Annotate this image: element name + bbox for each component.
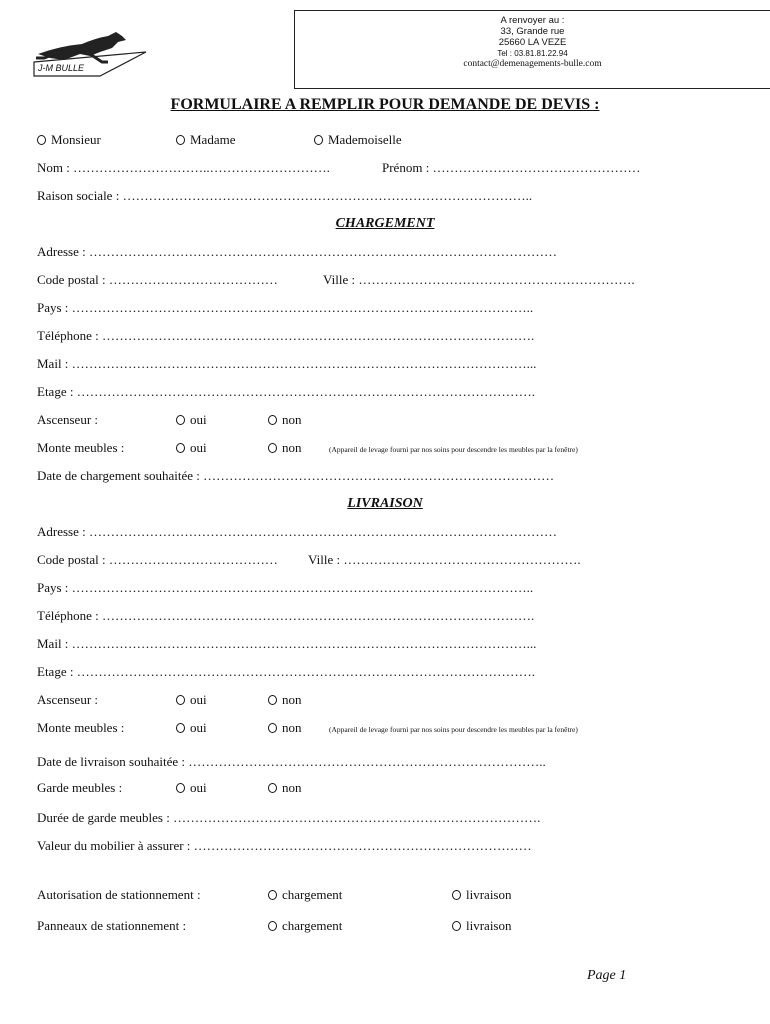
label: chargement [282,918,343,933]
livraison-monte-meubles-label: Monte meubles : [37,720,125,735]
chargement-code-postal-field[interactable]: Code postal : ………………………………… [37,272,278,287]
panneaux-stationnement-label: Panneaux de stationnement : [37,918,187,933]
address-line: 33, Grande rue [500,26,565,37]
address-line: A renvoyer au : [500,15,565,26]
radio-circle-icon [268,890,277,900]
section-chargement: CHARGEMENT [335,216,435,231]
livraison-ascenseur-label: Ascenseur : [37,692,99,707]
livraison-monte-non[interactable] [268,720,302,736]
radio-madame[interactable] [176,132,235,148]
label: oui [190,780,207,795]
address-line: 25660 LA VEZE [498,37,567,48]
garde-meubles-label: Garde meubles : [37,780,123,795]
livraison-ascenseur-oui[interactable] [176,692,207,708]
logo-text: J-M BULLE [38,63,85,73]
livraison-pays-field[interactable]: Pays : …………………………………………………………………………………………….. [37,580,534,595]
label: non [282,780,302,795]
chargement-ascenseur-oui[interactable] [176,412,207,428]
radio-circle-icon [268,783,277,793]
label: chargement [282,887,343,902]
panneaux-livraison[interactable] [452,918,512,934]
label: non [282,720,302,735]
livraison-monte-oui[interactable] [176,720,207,736]
radio-monsieur[interactable] [37,132,101,148]
label: Madame [190,132,236,147]
livraison-ascenseur-non[interactable] [268,692,302,708]
label: oui [190,412,207,427]
radio-circle-icon [268,695,277,705]
livraison-ville-field[interactable]: Ville : ………………………………………………. [308,552,581,567]
radio-circle-icon [176,135,185,145]
radio-circle-icon [268,415,277,425]
livraison-etage-field[interactable]: Etage : ……………………………………………………………………………………………. [37,664,535,679]
label: non [282,692,302,707]
valeur-mobilier-field[interactable]: Valeur du mobilier à assurer : …………………………………………………………………… [37,838,532,853]
autorisation-stationnement-label: Autorisation de stationnement : [37,887,201,902]
label: oui [190,440,207,455]
chargement-etage-field[interactable]: Etage : ……………………………………………………………………………………………. [37,384,535,399]
address-email: contact@demenagements-bulle.com [463,59,602,69]
label: oui [190,692,207,707]
duree-garde-field[interactable]: Durée de garde meubles : …………………………………………………………………………. [37,810,541,825]
form-title: FORMULAIRE A REMPLIR POUR DEMANDE DE DEVIS : [170,96,600,113]
chargement-ascenseur-label: Ascenseur : [37,412,99,427]
chargement-monte-oui[interactable] [176,440,207,456]
company-logo [30,28,150,78]
livraison-adresse-field[interactable]: Adresse : ……………………………………………………………………………………………… [37,524,557,539]
page-number: Page 1 [587,968,627,983]
autorisation-livraison[interactable] [452,887,512,903]
chargement-adresse-field[interactable]: Adresse : ……………………………………………………………………………………………… [37,244,557,259]
autorisation-chargement[interactable] [268,887,342,903]
radio-circle-icon [452,921,461,931]
label: non [282,440,302,455]
garde-meubles-oui[interactable] [176,780,207,796]
label: livraison [466,887,512,902]
livraison-mail-field[interactable]: Mail : ……………………………………………………………………………………………... [37,636,537,651]
radio-circle-icon [37,135,46,145]
chargement-telephone-field[interactable]: Téléphone : ………………………………………………………………………………………. [37,328,535,343]
label: non [282,412,302,427]
radio-circle-icon [268,723,277,733]
radio-mademoiselle[interactable] [314,132,402,148]
livraison-date-field[interactable]: Date de livraison souhaitée : ……………………………………………………………………….. [37,754,546,769]
label: oui [190,720,207,735]
radio-circle-icon [176,783,185,793]
label: Mademoiselle [328,132,402,147]
chargement-date-field[interactable]: Date de chargement souhaitée : ……………………………………………………………………… [37,468,555,483]
label: livraison [466,918,512,933]
chargement-ascenseur-non[interactable] [268,412,302,428]
chargement-pays-field[interactable]: Pays : …………………………………………………………………………………………….. [37,300,534,315]
address-phone: Tel : 03.81.81.22.94 [497,49,568,58]
livraison-code-postal-field[interactable]: Code postal : ………………………………… [37,552,278,567]
radio-circle-icon [452,890,461,900]
chargement-monte-meubles-label: Monte meubles : [37,440,125,455]
radio-circle-icon [176,695,185,705]
address-box [294,10,770,89]
radio-circle-icon [176,415,185,425]
label: Monsieur [51,132,101,147]
radio-circle-icon [176,443,185,453]
radio-circle-icon [176,723,185,733]
chargement-monte-non[interactable] [268,440,302,456]
livraison-telephone-field[interactable]: Téléphone : ………………………………………………………………………………………. [37,608,535,623]
section-livraison: LIVRAISON [347,496,423,511]
radio-circle-icon [268,443,277,453]
chargement-monte-note: (Appareil de levage fourni par nos soins pour descendre les meubles par la fenêtre) [329,445,578,454]
radio-circle-icon [314,135,323,145]
chargement-mail-field[interactable]: Mail : ……………………………………………………………………………………………... [37,356,537,371]
field-prenom[interactable]: Prénom : ………………………………………… [382,160,641,175]
field-nom[interactable]: Nom : …………………………..………………………. [37,160,330,175]
panneaux-chargement[interactable] [268,918,342,934]
radio-circle-icon [268,921,277,931]
chargement-ville-field[interactable]: Ville : ………………………………………………………. [323,272,635,287]
garde-meubles-non[interactable] [268,780,302,796]
field-raison-sociale[interactable]: Raison sociale : ………………………………………………………………………………….. [37,188,533,203]
livraison-monte-note: (Appareil de levage fourni par nos soins pour descendre les meubles par la fenêtre) [329,725,578,734]
